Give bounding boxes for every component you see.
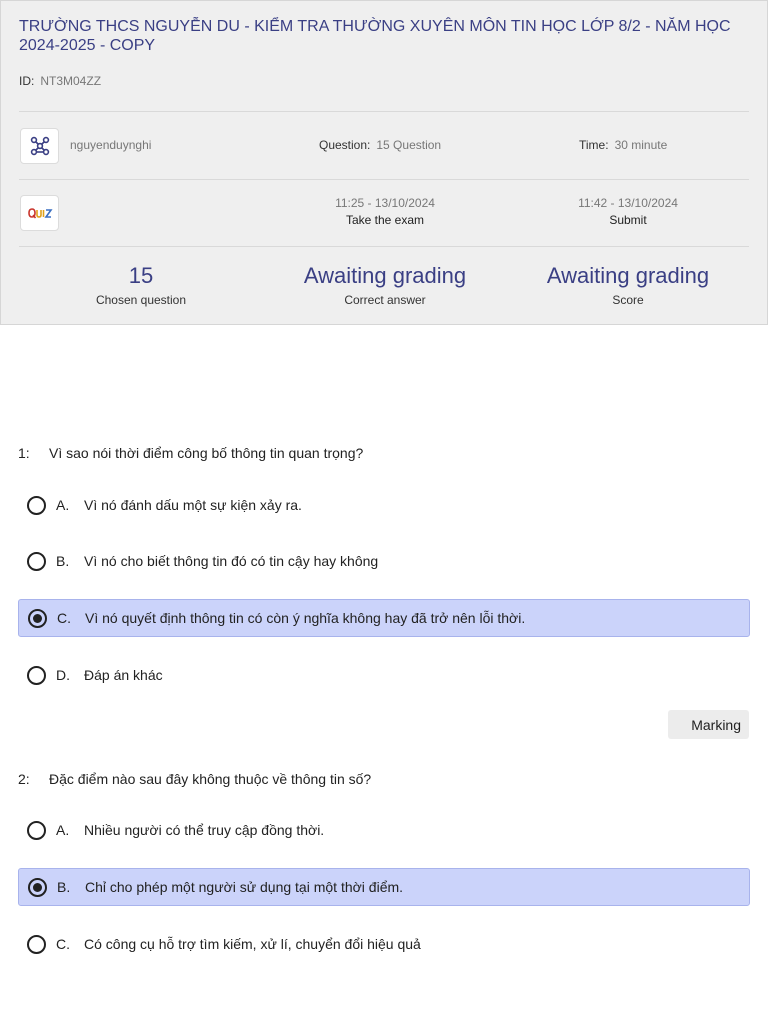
option-letter: D. bbox=[56, 667, 70, 683]
author-name: nguyenduynghi bbox=[70, 138, 152, 152]
question-text: Đặc điểm nào sau đây không thuộc về thông tin số? bbox=[49, 771, 372, 787]
stat-value: 15 bbox=[128, 263, 154, 288]
stat-score bbox=[503, 262, 753, 307]
quiz-logo bbox=[20, 195, 59, 231]
answer-option-1b[interactable] bbox=[18, 542, 750, 580]
question-number: 1: bbox=[18, 445, 30, 461]
marking-button[interactable]: Marking bbox=[668, 710, 749, 739]
answer-option-2b[interactable] bbox=[18, 868, 750, 906]
option-text: Có công cụ hỗ trợ tìm kiếm, xử lí, chuyển đổi hiệu quả bbox=[84, 936, 421, 952]
question-1 bbox=[18, 445, 363, 461]
question-count-label: Question: bbox=[319, 138, 371, 152]
answer-option-2c[interactable] bbox=[18, 925, 750, 963]
question-count-value: 15 Question bbox=[376, 138, 442, 152]
network-icon bbox=[29, 135, 51, 157]
option-letter: C. bbox=[56, 936, 70, 952]
exam-header bbox=[0, 0, 768, 325]
option-text: Nhiều người có thể truy cập đồng thời. bbox=[84, 822, 325, 838]
author-avatar bbox=[20, 128, 59, 164]
start-time: 11:25 - 13/10/2024 bbox=[335, 196, 435, 210]
radio-button[interactable] bbox=[27, 666, 46, 685]
stat-chosen-question bbox=[16, 262, 266, 307]
radio-dot-icon bbox=[33, 614, 42, 623]
option-letter: B. bbox=[56, 553, 70, 569]
radio-dot-icon bbox=[33, 883, 42, 892]
time-limit-label: Time: bbox=[579, 138, 609, 152]
question-count bbox=[319, 138, 441, 152]
answer-option-1d[interactable] bbox=[18, 656, 750, 694]
option-letter: B. bbox=[57, 879, 71, 895]
question-text: Vì sao nói thời điểm công bố thông tin quan trọng? bbox=[49, 445, 364, 461]
submit-time: 11:42 - 13/10/2024 bbox=[578, 196, 678, 210]
start-time-block bbox=[315, 195, 455, 229]
exam-id-label: ID: bbox=[19, 74, 35, 88]
radio-button[interactable] bbox=[27, 496, 46, 515]
option-text: Vì nó quyết định thông tin có còn ý nghĩa không hay đã trở nên lỗi thời. bbox=[85, 610, 526, 626]
stat-value: Awaiting grading bbox=[303, 263, 467, 288]
exam-id bbox=[19, 74, 101, 88]
stat-label: Score bbox=[612, 293, 644, 307]
divider bbox=[19, 111, 749, 112]
option-letter: A. bbox=[56, 497, 70, 513]
exam-title: TRƯỜNG THCS NGUYỄN DU - KIỂM TRA THƯỜNG XUYÊN MÔN TIN HỌC LỚP 8/2 - NĂM HỌC 2024-2025 - COPY bbox=[19, 18, 731, 54]
answer-option-2a[interactable] bbox=[18, 811, 750, 849]
radio-button[interactable] bbox=[27, 552, 46, 571]
divider bbox=[19, 246, 749, 247]
answer-option-1c[interactable] bbox=[18, 599, 750, 637]
option-text: Vì nó đánh dấu một sự kiện xảy ra. bbox=[84, 497, 302, 513]
stat-value: Awaiting grading bbox=[546, 263, 710, 288]
start-label: Take the exam bbox=[345, 213, 425, 227]
divider bbox=[19, 179, 749, 180]
question-number: 2: bbox=[18, 771, 30, 787]
exam-id-value: NT3M04ZZ bbox=[40, 74, 102, 88]
time-limit bbox=[579, 138, 667, 152]
option-letter: A. bbox=[56, 822, 70, 838]
quiz-logo-icon bbox=[27, 206, 53, 220]
radio-button[interactable] bbox=[27, 821, 46, 840]
submit-label: Submit bbox=[609, 213, 647, 227]
option-text: Chỉ cho phép một người sử dụng tại một thời điểm. bbox=[85, 879, 404, 895]
stat-correct-answer bbox=[260, 262, 510, 307]
radio-button[interactable] bbox=[27, 935, 46, 954]
stat-label: Correct answer bbox=[344, 293, 426, 307]
submit-time-block bbox=[558, 195, 698, 229]
option-text: Vì nó cho biết thông tin đó có tin cậy hay không bbox=[84, 553, 379, 569]
time-limit-value: 30 minute bbox=[614, 138, 668, 152]
stat-label: Chosen question bbox=[95, 293, 187, 307]
question-2 bbox=[18, 771, 371, 787]
answer-option-1a[interactable] bbox=[18, 486, 750, 524]
radio-button-selected[interactable] bbox=[28, 609, 47, 628]
radio-button-selected[interactable] bbox=[28, 878, 47, 897]
option-letter: C. bbox=[57, 610, 71, 626]
option-text: Đáp án khác bbox=[84, 667, 163, 683]
